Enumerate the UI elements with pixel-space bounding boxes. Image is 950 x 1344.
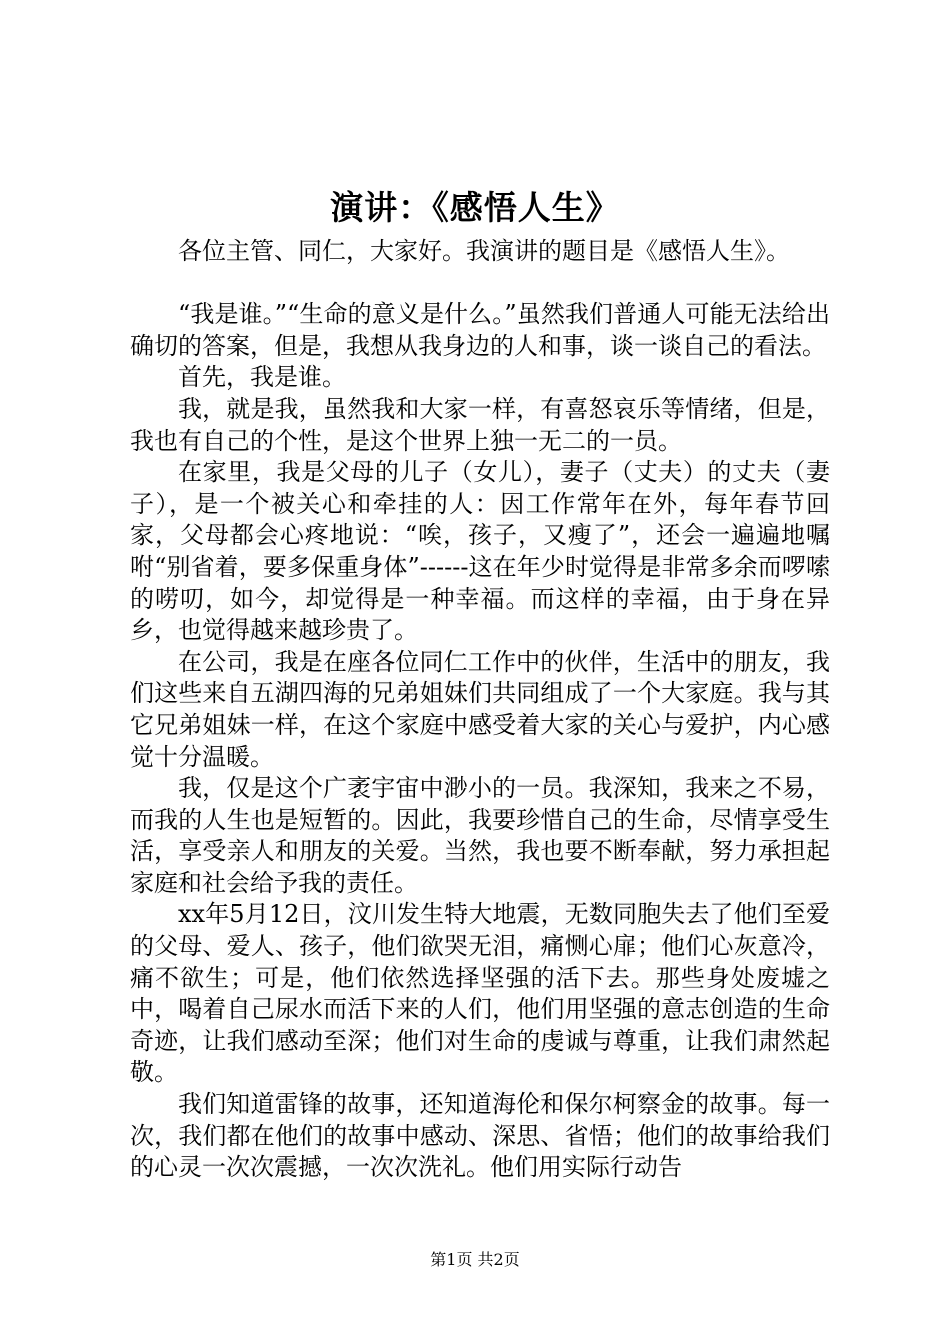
document-title: 演讲：《感悟人生》 [330, 188, 620, 227]
paragraph: xx年5月12日，汶川发生特大地震，无数同胞失去了他们至爱的父母、爱人、孩子，他们欲哭无泪，痛恻心扉；他们心灰意冷，痛不欲生；可是，他们依然选择坚强的活下去。那些身处废墟之中，喝着自己尿水而活下来的人们，他们用坚强的意志创造的生命奇迹，让我们感动至深；他们对生命的虔诚与尊重，让我们肃然起敬。 [130, 900, 830, 1087]
page-number-footer: 第1页 共2页 [430, 1250, 520, 1269]
paragraph: 我们知道雷锋的故事，还知道海伦和保尔柯察金的故事。每一次，我们都在他们的故事中感动、深思、省悟；他们的故事给我们的心灵一次次震撼，一次次洗礼。他们用实际行动告 [130, 1090, 830, 1182]
paragraph: 首先，我是谁。 [178, 363, 346, 392]
paragraph: 我，就是我，虽然我和大家一样，有喜怒哀乐等情绪，但是，我也有自己的个性，是这个世界上独一无二的一员。 [130, 394, 830, 455]
paragraph: 在家里，我是父母的儿子（女儿），妻子（丈夫）的丈夫（妻子），是一个被关心和牵挂的人：因工作常年在外，每年春节回家，父母都会心疼地说：“唉，孩子，又瘦了”，还会一遍遍地嘱咐“别省着，要多保重身体”------这在年少时觉得是非常多余而啰嗦的唠叨，如今，却觉得是一种幸福。而这样的幸福，由于身在异乡，也觉得越来越珍贵了。 [130, 458, 830, 645]
document-body [130, 236, 830, 1184]
paragraph: 我，仅是这个广袤宇宙中渺小的一员。我深知，我来之不易，而我的人生也是短暂的。因此，我要珍惜自己的生命，尽情享受生活，享受亲人和朋友的关爱。当然，我也要不断奉献，努力承担起家庭和社会给予我的责任。 [130, 774, 830, 897]
paragraph: “我是谁。”“生命的意义是什么。”虽然我们普通人可能无法给出确切的答案，但是，我想从我身边的人和事，谈一谈自己的看法。 [130, 300, 830, 360]
paragraph: 在公司，我是在座各位同仁工作中的伙伴，生活中的朋友，我们这些来自五湖四海的兄弟姐妹们共同组成了一个大家庭。我与其它兄弟姐妹一样，在这个家庭中感受着大家的关心与爱护，内心感觉十分温暖。 [130, 647, 830, 771]
paragraph-greeting: 各位主管、同仁，大家好。我演讲的题目是《感悟人生》。 [178, 237, 790, 265]
